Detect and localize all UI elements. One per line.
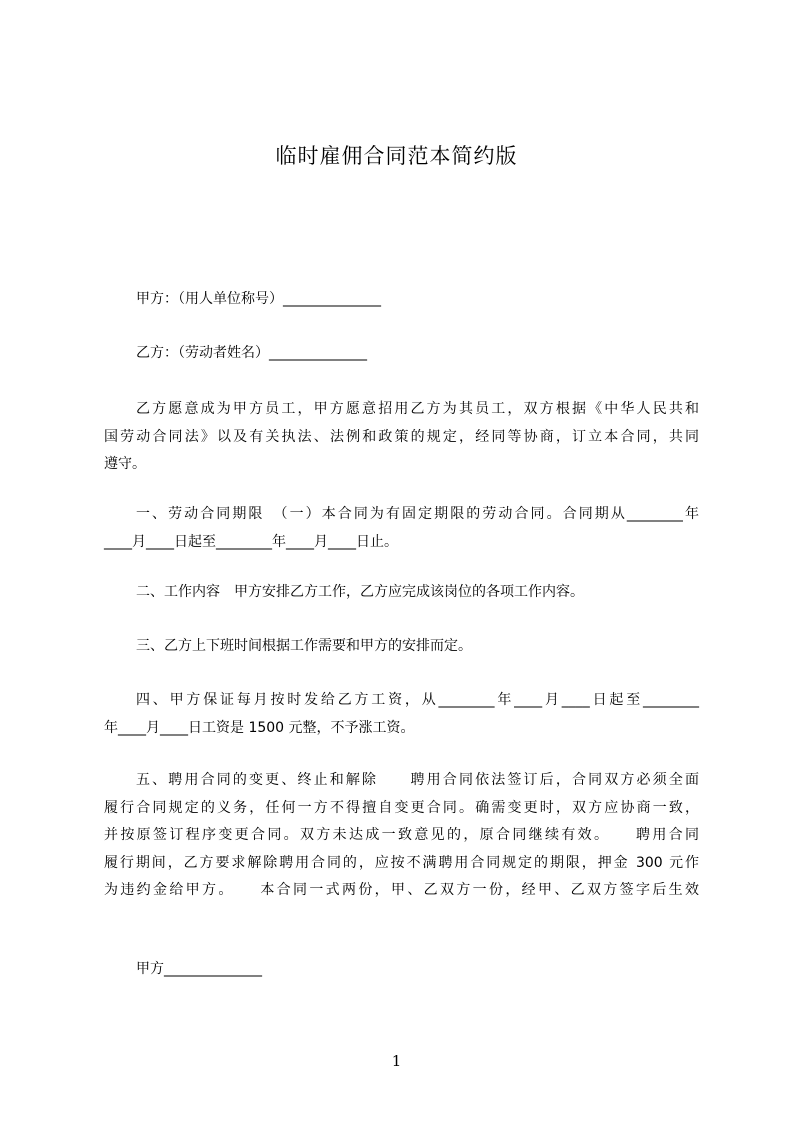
signature-line: 甲方______________ [136, 961, 262, 977]
intro-line-3: 遵守。 [104, 456, 146, 472]
clause-4-line-2: 年____月____日工资是 1500 元整，不予涨工资。 [104, 720, 415, 736]
clause-1-line-2: ____月____日起至________年____月____日止。 [104, 534, 398, 550]
document-title: 临时雇佣合同范本简约版 [275, 144, 518, 168]
clause-5-line-4: 履行期间，乙方要求解除聘用合同的，应按不满聘用合同规定的期限，押金 300 元作 [104, 855, 699, 871]
page-number: 1 [391, 1052, 402, 1070]
clause-1-line-1: 一、劳动合同期限 （一）本合同为有固定期限的劳动合同。合同期从________年 [136, 506, 699, 522]
clause-5-line-2: 履行合同规定的义务，任何一方不得擅自变更合同。确需变更时，双方应协商一致， [104, 800, 699, 816]
intro-line-2: 国劳动合同法》以及有关执法、法例和政策的规定，经同等协商，订立本合同，共同 [104, 429, 699, 445]
clause-4-line-1: 四、甲方保证每月按时发给乙方工资，从________年____月____日起至________ [136, 692, 699, 708]
clause-3-line: 三、乙方上下班时间根据工作需要和甲方的安排而定。 [136, 638, 472, 654]
clause-5-line-3: 并按原签订程序变更合同。双方未达成一致意见的，原合同继续有效。 聘用合同 [104, 827, 699, 843]
clause-2-line: 二、工作内容 甲方安排乙方工作，乙方应完成该岗位的各项工作内容。 [136, 584, 584, 600]
clause-5-line-5: 为违约金给甲方。 本合同一式两份，甲、乙双方一份，经甲、乙双方签字后生效 [104, 882, 699, 898]
party-b-line: 乙方：（劳动者姓名）______________ [136, 345, 367, 361]
clause-5-line-1: 五、聘用合同的变更、终止和解除 聘用合同依法签订后，合同双方必须全面 [136, 772, 699, 788]
party-a-line: 甲方：（用人单位称号）______________ [136, 291, 381, 307]
intro-line-1: 乙方愿意成为甲方员工，甲方愿意招用乙方为其员工，双方根据《中华人民共和 [136, 401, 699, 417]
